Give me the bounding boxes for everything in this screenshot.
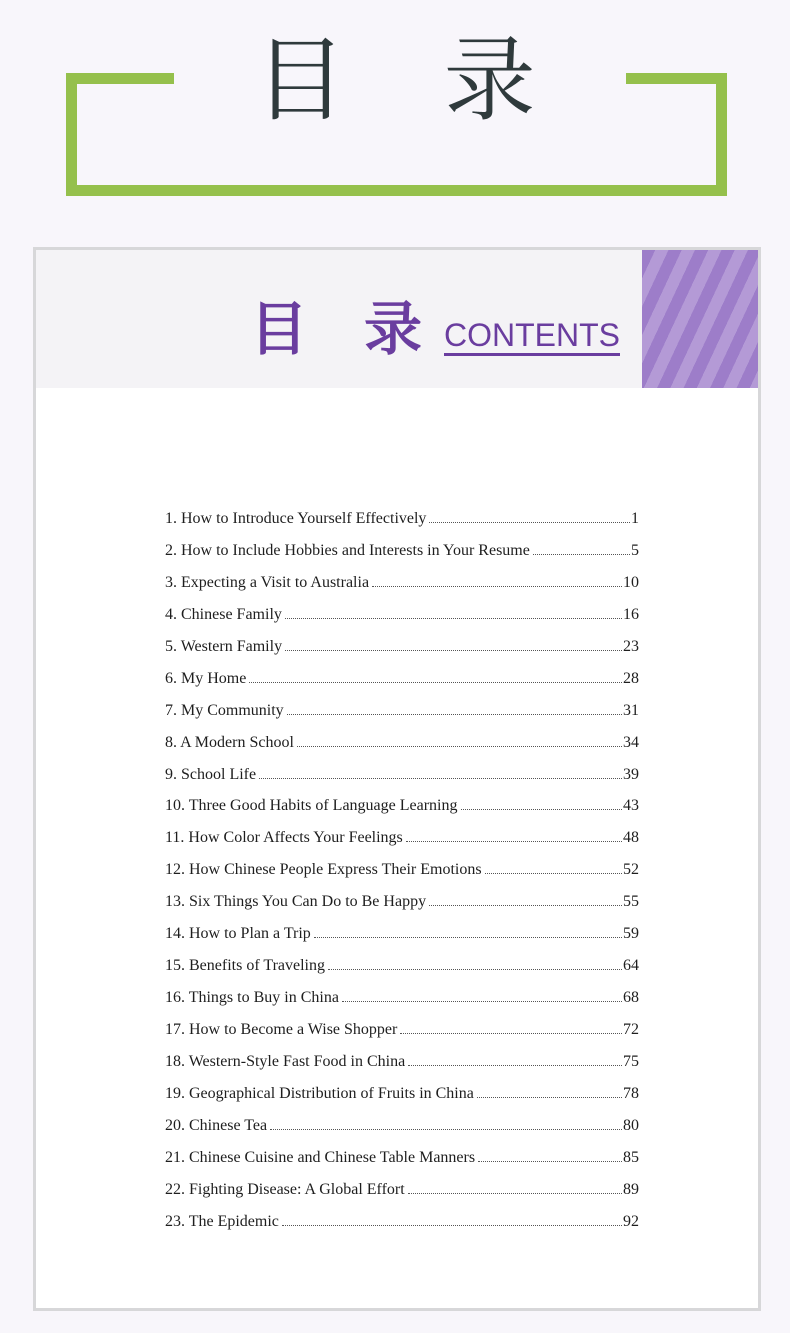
toc-entry[interactable] — [165, 861, 639, 893]
toc-entry[interactable] — [165, 606, 639, 638]
toc-entry-title: 1. How to Introduce Yourself Effectively — [165, 510, 427, 527]
toc-entry[interactable] — [165, 989, 639, 1021]
toc-entry[interactable] — [165, 1021, 639, 1053]
toc-entry-title: 9. School Life — [165, 765, 257, 783]
toc-entry[interactable] — [165, 1149, 639, 1181]
card-title-english: CONTENTS — [444, 319, 620, 356]
toc-entry-title: 7. My Community — [165, 701, 284, 719]
toc-entry-title: 11. How Color Affects Your Feelings — [165, 829, 403, 847]
toc-dot-leader — [429, 522, 630, 523]
toc-entry-title: 16. Things to Buy in China — [165, 989, 339, 1007]
toc-entry-title: 15. Benefits of Traveling — [165, 957, 325, 975]
toc-entry-page: 34 — [623, 733, 639, 751]
toc-entry-title: 20. Chinese Tea — [165, 1116, 268, 1134]
toc-dot-leader — [282, 1225, 622, 1226]
toc-entry[interactable] — [165, 574, 639, 606]
toc-entry-title: 8. A Modern School — [165, 733, 294, 751]
toc-entry-page: 16 — [623, 605, 639, 623]
toc-entry-title: 12. How Chinese People Express Their Emotions — [165, 861, 482, 879]
toc-entry[interactable] — [165, 957, 639, 989]
toc-dot-leader — [408, 1193, 622, 1194]
toc-entry-page: 28 — [623, 669, 639, 687]
toc-entry-page: 39 — [623, 765, 639, 783]
toc-entry-page: 92 — [623, 1212, 639, 1230]
toc-dot-leader — [406, 841, 622, 842]
toc-entry-page: 75 — [623, 1052, 639, 1070]
card-title — [249, 295, 620, 363]
toc-entry[interactable] — [165, 893, 639, 925]
card-title-chinese: 目 录 — [249, 295, 440, 363]
toc-dot-leader — [285, 650, 622, 651]
toc-entry[interactable] — [165, 1213, 639, 1245]
toc-entry-page: 10 — [623, 573, 639, 591]
toc-entry-page: 68 — [623, 989, 639, 1007]
toc-entry-title: 22. Fighting Disease: A Global Effort — [165, 1180, 405, 1198]
toc-dot-leader — [314, 937, 622, 938]
toc-entry-page: 31 — [623, 701, 639, 719]
toc-entry-title: 4. Chinese Family — [165, 605, 282, 623]
toc-entry-title: 21. Chinese Cuisine and Chinese Table Manners — [165, 1148, 476, 1166]
toc-entry-page: 55 — [623, 893, 639, 911]
toc-entry-page: 59 — [623, 925, 639, 943]
toc-entry-page: 43 — [623, 797, 639, 815]
toc-entry-title: 23. The Epidemic — [165, 1212, 279, 1230]
decorative-stripes — [642, 250, 758, 388]
toc-dot-leader — [429, 905, 622, 906]
toc-dot-leader — [285, 618, 622, 619]
page-title: 目 录 — [254, 27, 570, 134]
toc-entry[interactable] — [165, 925, 639, 957]
toc-entry-page: 23 — [623, 637, 639, 655]
toc-dot-leader — [461, 809, 623, 810]
toc-entry[interactable] — [165, 702, 639, 734]
toc-entry-title: 14. How to Plan a Trip — [165, 925, 311, 943]
toc-entry-title: 13. Six Things You Can Do to Be Happy — [165, 893, 427, 911]
toc-entry-page: 52 — [623, 861, 639, 879]
toc-entry-page: 72 — [623, 1021, 639, 1038]
toc-entry-page: 64 — [623, 957, 639, 975]
toc-entry-title: 10. Three Good Habits of Language Learning — [165, 797, 458, 815]
toc-entry[interactable] — [165, 1181, 639, 1213]
toc-entry-title: 19. Geographical Distribution of Fruits in China — [165, 1084, 474, 1102]
toc-entry-page: 85 — [623, 1148, 639, 1166]
bracket-bottom — [66, 185, 727, 196]
toc-entry[interactable] — [165, 638, 639, 670]
toc-dot-leader — [533, 554, 630, 555]
table-of-contents — [165, 510, 639, 1245]
toc-entry[interactable] — [165, 542, 639, 574]
toc-entry-page: 89 — [623, 1180, 639, 1198]
toc-entry[interactable] — [165, 1053, 639, 1085]
toc-entry-page: 80 — [623, 1116, 639, 1134]
toc-dot-leader — [400, 1033, 622, 1034]
toc-entry-page: 1 — [631, 510, 639, 527]
toc-entry-title: 5. Western Family — [165, 637, 283, 655]
toc-entry[interactable] — [165, 797, 639, 829]
toc-entry-title: 18. Western-Style Fast Food in China — [165, 1052, 406, 1070]
toc-entry[interactable] — [165, 1117, 639, 1149]
toc-entry-title: 3. Expecting a Visit to Australia — [165, 573, 370, 591]
toc-entry-page: 78 — [623, 1084, 639, 1102]
card-header — [36, 250, 758, 388]
toc-dot-leader — [342, 1001, 622, 1002]
toc-dot-leader — [287, 714, 622, 715]
toc-entry[interactable] — [165, 1085, 639, 1117]
contents-card — [33, 247, 761, 1311]
toc-dot-leader — [259, 778, 622, 779]
toc-entry[interactable] — [165, 829, 639, 861]
toc-dot-leader — [408, 1065, 622, 1066]
toc-entry[interactable] — [165, 766, 639, 798]
toc-entry-title: 2. How to Include Hobbies and Interests in Your Resume — [165, 541, 530, 559]
toc-entry-page: 5 — [631, 541, 639, 559]
toc-dot-leader — [297, 746, 622, 747]
toc-dot-leader — [328, 969, 622, 970]
toc-dot-leader — [270, 1129, 622, 1130]
toc-dot-leader — [249, 682, 622, 683]
toc-entry[interactable] — [165, 734, 639, 766]
toc-entry-page: 48 — [623, 829, 639, 847]
toc-entry-title: 6. My Home — [165, 669, 247, 687]
toc-entry[interactable] — [165, 670, 639, 702]
toc-dot-leader — [477, 1097, 622, 1098]
toc-dot-leader — [478, 1161, 622, 1162]
toc-dot-leader — [372, 586, 622, 587]
toc-dot-leader — [485, 873, 622, 874]
toc-entry[interactable] — [165, 510, 639, 542]
toc-entry-title: 17. How to Become a Wise Shopper — [165, 1021, 398, 1038]
